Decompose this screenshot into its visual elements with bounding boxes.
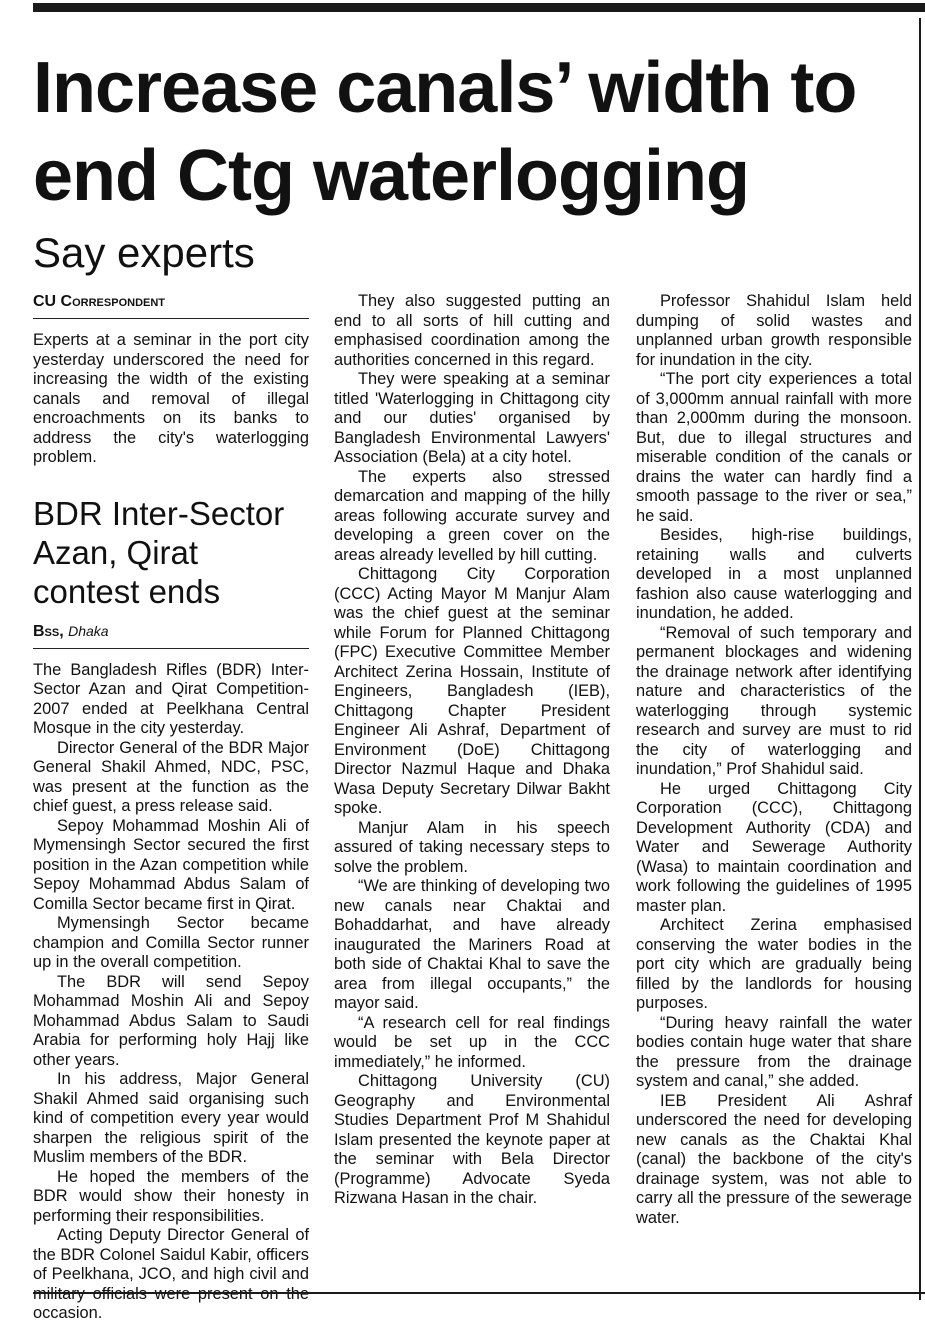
headline: Increase canals’ width to end Ctg waterlogging [33, 48, 857, 216]
paragraph: “A research cell for real findings would be set up in the CCC immediately,” he informed. [334, 1013, 610, 1071]
kicker: Say experts [33, 229, 255, 276]
paragraph: “The port city experiences a total of 3,000mm annual rainfall with more than 2,000mm during the monsoon. But, due to illegal structures and miserable condition of the canals or drains the water can hardly find a smooth passage to the river or sea,” he said. [636, 370, 912, 525]
paragraph: Architect Zerina emphasised conserving the water bodies in the port city which are gradually being filled by the landlords for housing purposes. [636, 916, 912, 1012]
paragraph: Manjur Alam in his speech assured of taking necessary steps to solve the problem. [334, 818, 610, 876]
paragraph: Sepoy Mohammad Moshin Ali of Mymensingh Sector secured the first position in the Azan competition while Sepoy Mohammad Abdus Salam of Comilla Sector became first in Qirat. [33, 816, 309, 913]
paragraph: Chittagong City Corporation (CCC) Acting Mayor M Manjur Alam was the chief guest at the seminar while Forum for Planned Chittagong (FPC) Executive Committee Member Architect Zerina Hossain, Institute of Engineers, Bangladesh (IEB), Chittagong Chapter President Engineer Ali Ashraf, Department of Environment (DoE) Chittagong Director Nazmul Haque and Dhaka Wasa Deputy Secretary Dilwar Bakht spoke. [334, 565, 610, 817]
paragraph: He hoped the members of the BDR would show their honesty in performing their responsibilities. [33, 1167, 309, 1225]
paragraph: They also suggested putting an end to all sorts of hill cutting and emphasised coordination among the authorities concerned in this regard. [334, 292, 610, 369]
column-3 [636, 292, 912, 1228]
paragraph: Chittagong University (CU) Geography and Environmental Studies Department Prof M Shahidul Islam presented the keynote paper at the seminar with Bela Director (Programme) Advocate Syeda Rizwana Hasan in the chair. [334, 1072, 610, 1207]
paragraph: In his address, Major General Shakil Ahmed said organising such kind of competition every year would sharpen the religious spirit of the Muslim members of the BDR. [33, 1070, 309, 1166]
second-article-headline: BDR Inter-Sector Azan, Qirat contest ends [33, 494, 285, 610]
paragraph: Professor Shahidul Islam held dumping of solid wastes and unplanned urban growth responsible for inundation in the city. [636, 292, 912, 369]
paragraph: “We are thinking of developing two new canals near Chaktai and Bohaddarhat, and have already inaugurated the Mariners Road at both side of Chaktai Khal to save the area from illegal occupants,” the mayor said. [334, 877, 610, 1012]
column-1 [33, 292, 309, 1324]
paragraph: Mymensingh Sector became champion and Comilla Sector runner up in the overall competition. [33, 914, 309, 971]
paragraph: “Removal of such temporary and permanent blockages and widening the drainage network after identifying nature and characteristics of the waterlogging through systemic research and survey are must to rid the city of waterlogging and inundation,” Prof Shahidul said. [636, 623, 912, 778]
paragraph: Besides, high-rise buildings, retaining walls and culverts developed in a most unplanned fashion also cause waterlogging and inundation, he added. [636, 526, 912, 622]
paragraph: The BDR will send Sepoy Mohammad Moshin Ali and Sepoy Mohammad Abdus Salam to Saudi Arabia for performing holy Hajj like other years. [33, 972, 309, 1069]
paragraph: He urged Chittagong City Corporation (CCC), Chittagong Development Authority (CDA) and Water and Sewerage Authority (Wasa) to maintain coordination and work following the guidelines of 1995 master plan. [636, 779, 912, 915]
paragraph: Experts at a seminar in the port city yesterday underscored the need for increasing the width of the existing canals and removal of illegal encroachments on its banks to address the city's waterlogging problem. [33, 331, 309, 466]
paragraph: Director General of the BDR Major General Shakil Ahmed, NDC, PSC, was present at the function as the chief guest, a press release said. [33, 738, 309, 815]
paragraph: They were speaking at a seminar titled 'Waterlogging in Chittagong city and our duties' organised by Bangladesh Environmental Lawyers' Association (Bela) at a city hotel. [334, 370, 610, 466]
paragraph: Acting Deputy Director General of the BDR Colonel Saidul Kabir, officers of Peelkhana, JCO, and high civil and occasion. [33, 1226, 309, 1322]
paragraph: The Bangladesh Rifles (BDR) Inter-Sector Azan and Qirat Competition-2007 ended at Peelkhana Central Mosque in the city yesterday. [33, 660, 309, 737]
byline-place: Dhaka [68, 622, 109, 639]
bottom-rule [33, 1292, 925, 1294]
top-rule [33, 3, 925, 12]
paragraph: “During heavy rainfall the water bodies contain huge water that share the pressure from the drainage system and canal,” she added. [636, 1013, 912, 1090]
column-2 [334, 292, 610, 1209]
paragraph: IEB President Ali Ashraf underscored the need for developing new canals as the Chaktai Khal (canal) the backbone of the city's drainage system, was not able to carry all the pressure of the sewerage water. [636, 1091, 912, 1227]
byline-agency: Bss [33, 622, 60, 640]
second-article-byline: Bss, Dhaka [33, 621, 309, 649]
column-rule-right [919, 18, 921, 1300]
paragraph: The experts also stressed demarcation and mapping of the hilly areas following accurate survey and developing a green cover on the areas already levelled by hill cutting. [334, 467, 610, 564]
byline-name: CU Correspondent [33, 293, 166, 310]
byline [33, 292, 309, 319]
